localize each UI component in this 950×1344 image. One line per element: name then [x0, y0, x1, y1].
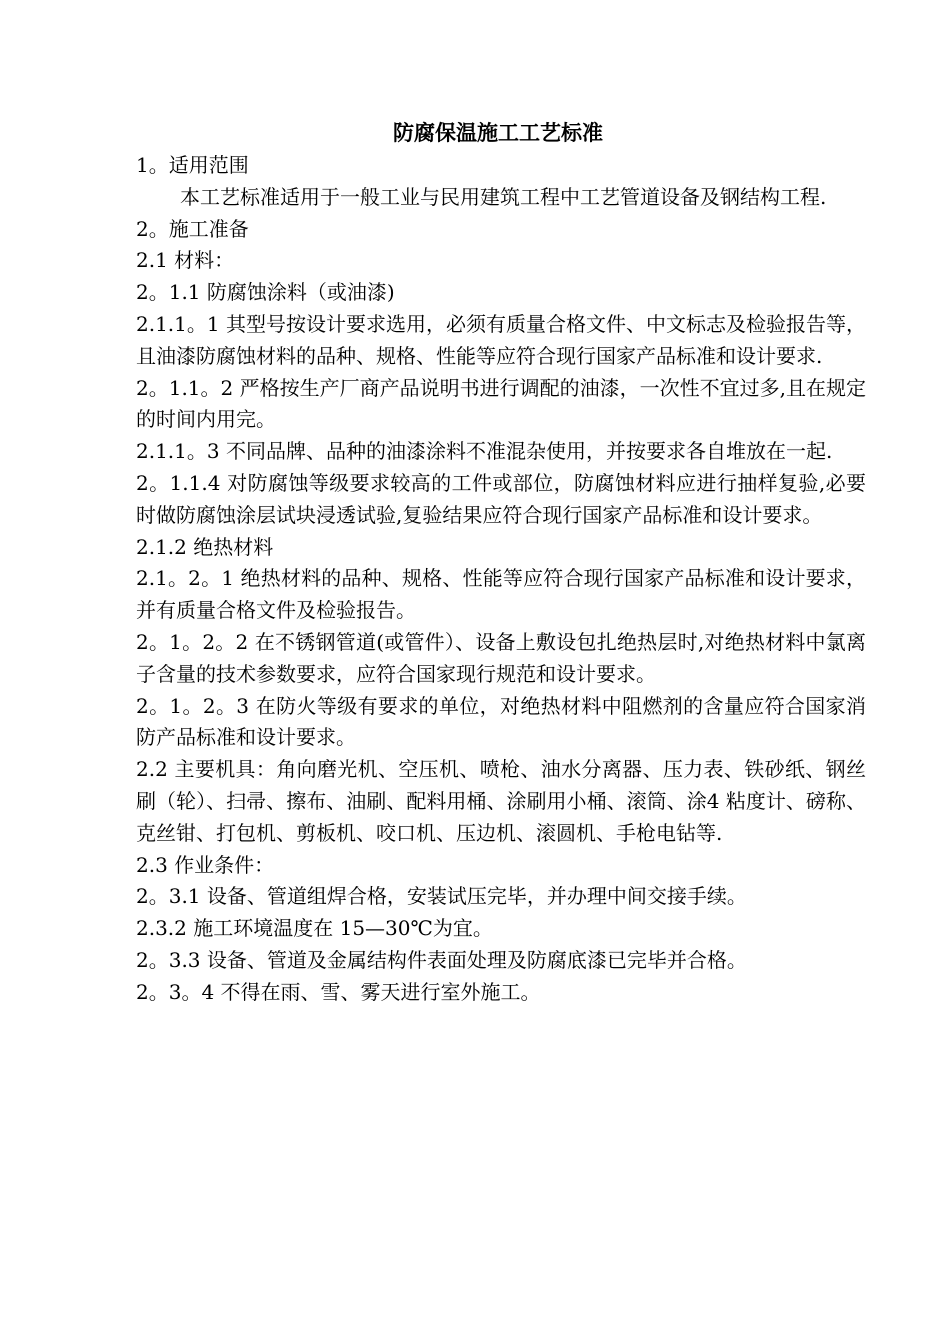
section-heading: 1。适用范围: [136, 153, 249, 177]
paragraph: 2。1.1。2 严格按生产厂商产品说明书进行调配的油漆，一次性不宜过多,且在规定的时间内用完。: [136, 375, 866, 432]
paragraph: 本工艺标准适用于一般工业与民用建筑工程中工艺管道设备及钢结构工程.: [180, 184, 827, 209]
paragraph: 2。1。2。2 在不锈钢管道(或管件）、设备上敷设包扎绝热层时,对绝热材料中氯离子含量的技术参数要求，应符合国家现行规范和设计要求。: [136, 629, 866, 686]
paragraph: 2。1.1.4 对防腐蚀等级要求较高的工件或部位，防腐蚀材料应进行抽样复验,必要时做防腐蚀涂层试块浸透试验,复验结果应符合现行国家产品标准和设计要求。: [136, 470, 866, 527]
paragraph: 2。3。4 不得在雨、雪、雾天进行室外施工。: [136, 979, 541, 1004]
document-body: [136, 150, 866, 1009]
paragraph: 2.2 主要机具：角向磨光机、空压机、喷枪、油水分离器、压力表、铁砂纸、钢丝刷（轮）、扫帚、擦布、油刷、配料用桶、涂刷用小桶、滚筒、涂4 粘度计、磅称、克丝钳、打包机、剪板机、咬口机、压边机、滚圆机、手枪电钻等.: [136, 757, 866, 845]
paragraph: 2.3.2 施工环境温度在 15—30℃为宜。: [136, 916, 493, 941]
subsection-heading: 2.1.2 绝热材料: [136, 534, 274, 559]
paragraph: 2。1。2。3 在防火等级有要求的单位，对绝热材料中阻燃剂的含量应符合国家消防产品标准和设计要求。: [136, 693, 866, 750]
subsection-heading: 2.1 材料：: [136, 248, 235, 273]
paragraph: 2.1。2。1 绝热材料的品种、规格、性能等应符合现行国家产品标准和设计要求，并有质量合格文件及检验报告。: [136, 566, 866, 623]
subsection-heading: 2。1.1 防腐蚀涂料（或油漆): [136, 280, 395, 305]
paragraph: 2。3.1 设备、管道组焊合格，安装试压完毕，并办理中间交接手续。: [136, 884, 747, 909]
section-heading: 2。施工准备: [136, 216, 249, 241]
paragraph: 2.1.1。3 不同品牌、品种的油漆涂料不准混杂使用，并按要求各自堆放在一起.: [136, 439, 833, 464]
document-title: 防腐保温施工工艺标准: [393, 121, 603, 145]
subsection-heading: 2.3 作业条件：: [136, 852, 275, 877]
paragraph: 2。3.3 设备、管道及金属结构件表面处理及防腐底漆已完毕并合格。: [136, 947, 747, 972]
paragraph: 2.1.1。1 其型号按设计要求选用，必须有质量合格文件、中文标志及检验报告等，且油漆防腐蚀材料的品种、规格、性能等应符合现行国家产品标准和设计要求.: [136, 311, 866, 368]
